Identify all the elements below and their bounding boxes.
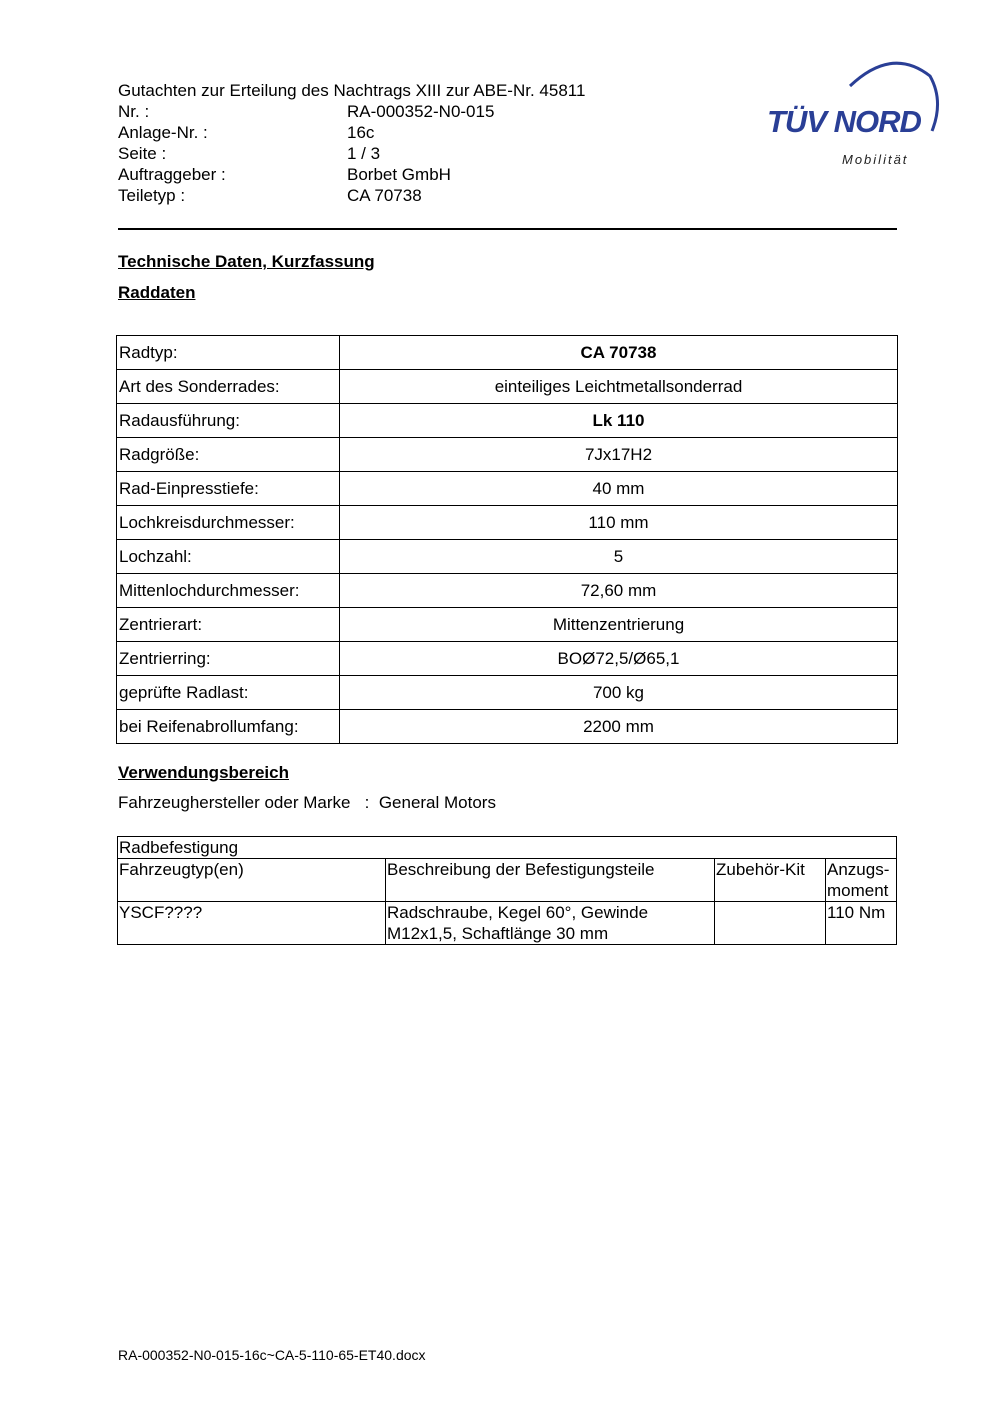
raddaten-label: Radgröße: [117, 438, 340, 472]
befestigung-title: Radbefestigung [118, 837, 897, 859]
table-row [117, 336, 898, 370]
col-header-anzugsmoment: Anzugs- moment [826, 859, 897, 902]
raddaten-value: einteiliges Leichtmetallsonderrad [340, 370, 898, 404]
table-row [117, 506, 898, 540]
header-key: Nr. : [118, 102, 150, 121]
table-row [117, 472, 898, 506]
raddaten-value: CA 70738 [340, 336, 898, 370]
cell-fahrzeugtyp: YSCF???? [118, 902, 386, 945]
raddaten-value: Lk 110 [340, 404, 898, 438]
col-header-fahrzeugtyp: Fahrzeugtyp(en) [118, 859, 386, 902]
raddaten-label: bei Reifenabrollumfang: [117, 710, 340, 744]
logo-subtitle: Mobilität [842, 152, 909, 167]
table-row [117, 540, 898, 574]
raddaten-table [116, 335, 898, 744]
header-value: 16c [347, 123, 375, 142]
table-row [118, 902, 897, 945]
table-row [117, 676, 898, 710]
raddaten-label: Mittenlochdurchmesser: [117, 574, 340, 608]
header-value: Borbet GmbH [347, 165, 451, 184]
befestigung-header-row [118, 859, 897, 902]
header-row-anlage [118, 122, 585, 143]
header-value: RA-000352-N0-015 [347, 102, 495, 121]
table-row [117, 710, 898, 744]
raddaten-value: 72,60 mm [340, 574, 898, 608]
cell-beschreibung: Radschraube, Kegel 60°, Gewinde M12x1,5, Schaftlänge 30 mm [386, 902, 715, 945]
header-key: Seite : [118, 144, 167, 163]
table-row [117, 574, 898, 608]
verwendung-title: Verwendungsbereich [118, 763, 289, 782]
raddaten-label: Art des Sonderrades: [117, 370, 340, 404]
raddaten-label: Lochzahl: [117, 540, 340, 574]
table-row [117, 438, 898, 472]
document-title: Gutachten zur Erteilung des Nachtrags XIII zur ABE-Nr. 45811 [118, 81, 586, 100]
header-row-seite [118, 143, 585, 164]
table-row [117, 642, 898, 676]
raddaten-label: Zentrierart: [117, 608, 340, 642]
raddaten-value: BOØ72,5/Ø65,1 [340, 642, 898, 676]
raddaten-value: 700 kg [340, 676, 898, 710]
raddaten-label: Radtyp: [117, 336, 340, 370]
raddaten-label: Radausführung: [117, 404, 340, 438]
cell-anzugsmoment: 110 Nm [826, 902, 897, 945]
logo-wordmark: TÜV NORD [767, 104, 921, 139]
hersteller-value: General Motors [378, 793, 496, 812]
cell-zubehoer [715, 902, 826, 945]
col-header-beschreibung: Beschreibung der Befestigungsteile [386, 859, 715, 902]
header-value: CA 70738 [347, 186, 422, 205]
hersteller-line [118, 793, 496, 813]
header-key: Anlage-Nr. : [118, 123, 208, 142]
table-row [117, 404, 898, 438]
header-row-auftraggeber [118, 164, 585, 185]
header-value: 1 / 3 [347, 144, 381, 163]
raddaten-label: Rad-Einpresstiefe: [117, 472, 340, 506]
raddaten-value: 110 mm [340, 506, 898, 540]
raddaten-value: 5 [340, 540, 898, 574]
raddaten-value: 40 mm [340, 472, 898, 506]
raddaten-value: 2200 mm [340, 710, 898, 744]
col-header-zubehoer: Zubehör-Kit [715, 859, 826, 902]
table-row [117, 608, 898, 642]
section-title: Technische Daten, Kurzfassung [118, 252, 375, 271]
header-key: Auftraggeber : [118, 165, 226, 184]
raddaten-value: 7Jx17H2 [340, 438, 898, 472]
raddaten-title: Raddaten [118, 283, 196, 302]
table-row [117, 370, 898, 404]
befestigung-title-row [118, 837, 897, 859]
raddaten-label: geprüfte Radlast: [117, 676, 340, 710]
footer-filename: RA-000352-N0-015-16c~CA-5-110-65-ET40.docx [118, 1347, 426, 1363]
header-divider [118, 228, 897, 230]
header-key: Teiletyp : [118, 186, 186, 205]
befestigung-table [117, 836, 897, 945]
hersteller-separator: : [364, 793, 370, 812]
header-row-nr [118, 101, 585, 122]
header-row-teiletyp [118, 185, 585, 206]
raddaten-value: Mittenzentrierung [340, 608, 898, 642]
hersteller-label: Fahrzeughersteller oder Marke [118, 793, 351, 812]
raddaten-label: Lochkreisdurchmesser: [117, 506, 340, 540]
document-header [118, 80, 585, 206]
raddaten-label: Zentrierring: [117, 642, 340, 676]
tuv-nord-logo [762, 56, 942, 174]
